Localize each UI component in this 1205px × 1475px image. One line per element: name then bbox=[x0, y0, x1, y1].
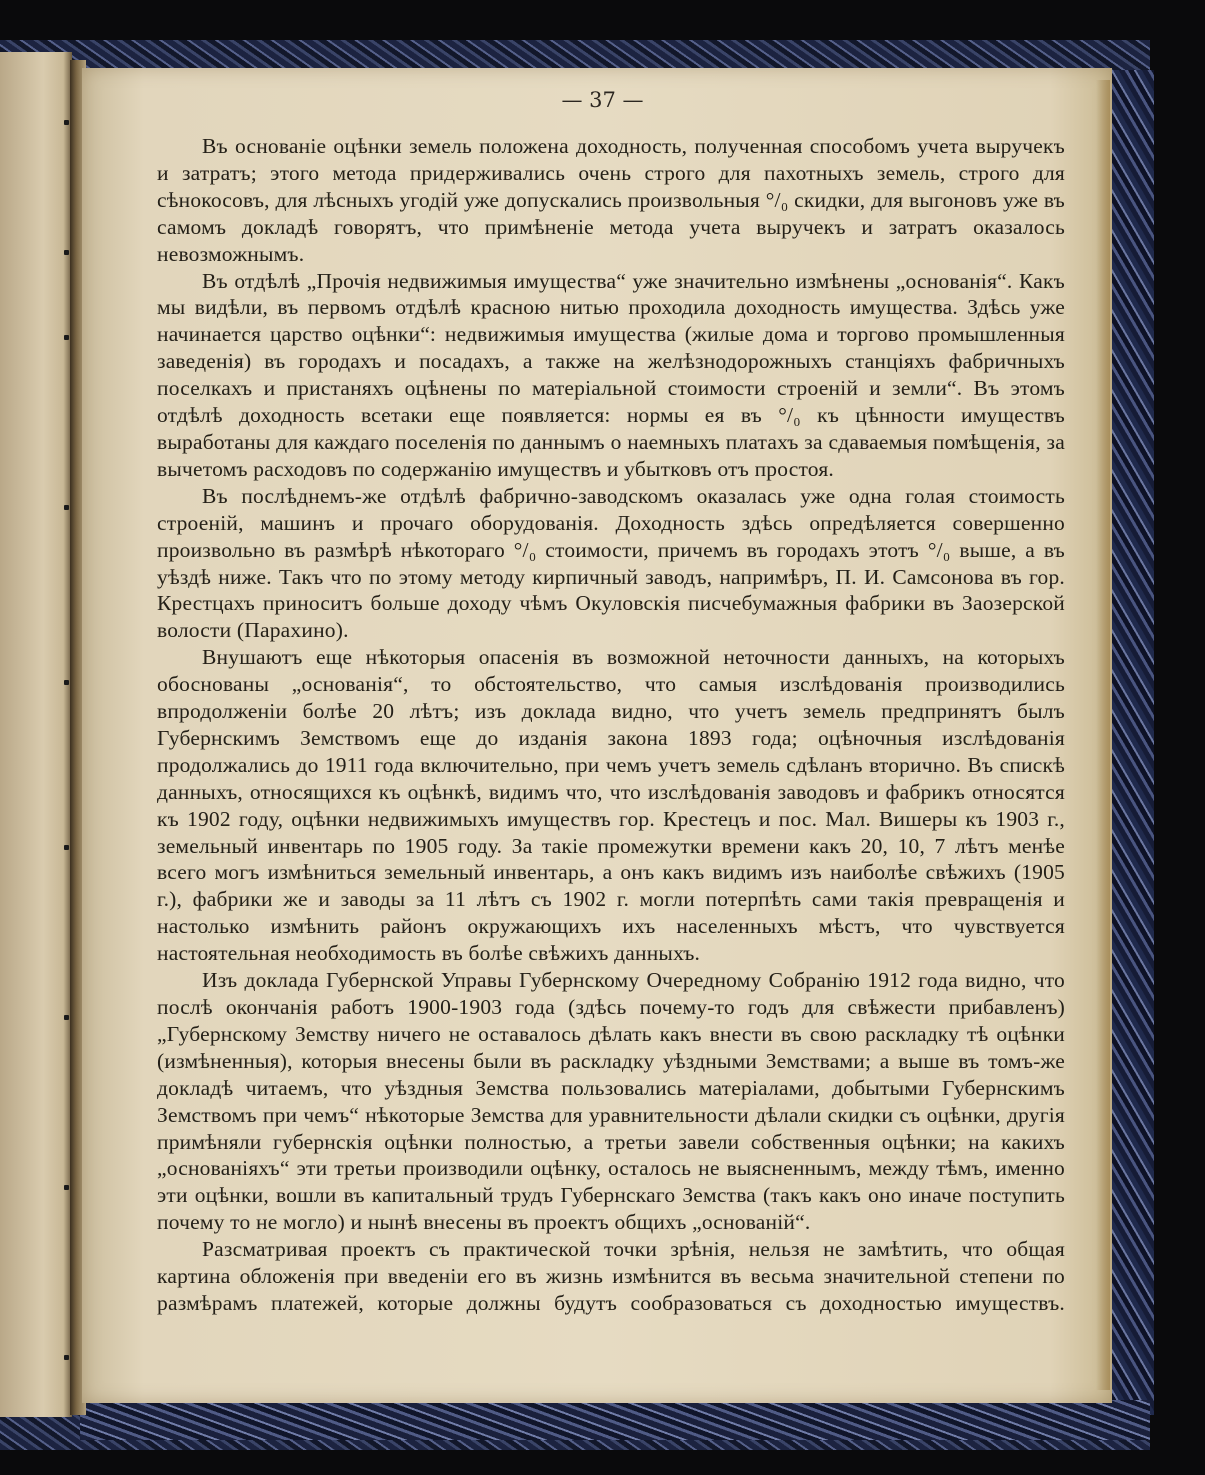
margin-mark bbox=[64, 250, 69, 255]
book-cover-edge-right bbox=[1108, 70, 1154, 1415]
page-number bbox=[0, 88, 1205, 112]
margin-mark bbox=[64, 1355, 69, 1360]
margin-mark bbox=[64, 845, 69, 850]
paragraph: Въ послѣднемъ-же отдѣлѣ фабрично-заводскомъ оказалась уже одна голая стоимость строеній, машинъ и прочаго оборудованія. Доходность здѣсь опредѣляется совершенно произвольно въ размѣрѣ нѣкотораго °/₀ стоимости, причемъ въ городахъ этотъ °/₀ выше, а въ уѣздѣ ниже. Такъ что по этому методу кирпичный заводъ, напримѣръ, П. И. Самсонова въ гор. Крестцахъ приноситъ больше доходу чѣмъ Окуловскія писчебумажныя фабрики въ Заозерской волости (Парахино). bbox=[157, 483, 1065, 643]
page-number-text: — 37 — bbox=[561, 88, 644, 112]
margin-mark bbox=[64, 120, 69, 125]
margin-mark bbox=[64, 1185, 69, 1190]
margin-mark bbox=[64, 505, 69, 510]
paragraph: Въ основаніе оцѣнки земель положена доходность, полученная способомъ учета выручекъ и затратъ; этого метода придерживались очень строго для пахотныхъ земель, строго для сѣнокосовъ, для лѣсныхъ угодій уже допускались произвольныя °/₀ скидки, для выгоновъ уже въ самомъ докладѣ говорятъ, что примѣненіе метода учета выручекъ и затратъ оказалось невозможнымъ. bbox=[157, 134, 1065, 266]
margin-mark bbox=[64, 1015, 69, 1020]
margin-mark bbox=[64, 680, 69, 685]
page-edge-shade bbox=[1096, 80, 1110, 1390]
paragraph: Изъ доклада Губернской Управы Губернскому Очередному Собранію 1912 года видно, что послѣ окончанія работъ 1900-1903 года (здѣсь почему-то годъ для свѣжести прибавленъ) „Губернскому Земству ничего не оставалось дѣлать какъ внести въ свою раскладку тѣ оцѣнки (измѣненныя), которыя внесены были въ раскладку уѣздными Земствами; а выше въ томъ-же докладѣ читаемъ, что уѣздныя Земства пользовались матеріалами, добытыми Губернскимъ Земствомъ при чемъ“ нѣкоторые Земства для уравнительности дѣлали скидки съ оцѣнки, другія примѣняли губернскія оцѣнки полностью, а третьи завели собственныя оцѣнки; на какихъ „основаніяхъ“ эти третьи производили оцѣнку, осталось не выясненнымъ, между тѣмъ, именно эти оцѣнки, вошли въ капитальный трудъ Губернскаго Земства (такъ какъ оно иначе поступить почему то не могло) и нынѣ внесены въ проектъ общихъ „основаній“. bbox=[157, 968, 1065, 1235]
paragraph: Разсматривая проектъ съ практической точки зрѣнія, нельзя не замѣтить, что общая картина обложенія при введеніи его въ жизнь измѣнится въ весьма значительной степени по размѣрамъ платежей, которые должны будутъ сообразоваться съ доходностью имуществъ. bbox=[157, 1237, 1065, 1315]
margin-mark bbox=[64, 335, 69, 340]
page-body bbox=[157, 133, 1065, 1317]
book-cover-edge-bottom bbox=[80, 1400, 1150, 1440]
paragraph: Въ отдѣлѣ „Прочія недвижимыя имущества“ уже значительно измѣнены „основанія“. Какъ мы видѣли, въ первомъ отдѣлѣ красною нитью проходила доходность имущества. Здѣсь уже начинается царство оцѣнки“: недвижимыя имущества (жилые дома и торгово промышленныя заведенія) въ городахъ и посадахъ, а также на желѣзнодорожныхъ станціяхъ фабричныхъ поселкахъ и пристаняхъ оцѣнены по матеріальной стоимости строеній и земли“. Въ этомъ отдѣлѣ доходность всетаки еще появляется: нормы ея въ °/₀ къ цѣнности имуществъ выработаны для каждаго поселенія по даннымъ о наемныхъ платахъ за сдаваемыя помѣщенія, за вычетомъ расходовъ по содержанію имуществъ и убытковъ отъ простоя. bbox=[157, 268, 1065, 481]
paragraph: Внушаютъ еще нѣкоторыя опасенія въ возможной неточности данныхъ, на которыхъ обоснованы „основанія“, то обстоятельство, что самыя изслѣдованія производились впродолженіи болѣе 20 лѣтъ; изъ доклада видно, что учетъ земель предпринятъ былъ Губернскимъ Земствомъ еще до изданія закона 1893 года; оцѣночныя изслѣдованія продолжались до 1911 года включительно, при чемъ учетъ земель сдѣланъ вторично. Въ спискѣ данныхъ, относящихся къ оцѣнкѣ, видимъ что, что изслѣдованія заводовъ и фабрикъ относятся къ 1902 году, оцѣнки недвижимыхъ имуществъ гор. Крестецъ и пос. Мал. Вишеры къ 1903 г., земельный инвентарь по 1905 году. За такіе промежутки времени какъ 20, 10, 7 лѣтъ менѣе всего могъ измѣниться земельный инвентарь, а онъ какъ видимъ изъ наиболѣе свѣжихъ (1905 г.), фабрики же и заводы за 11 лѣтъ съ 1902 г. могли потерпѣть сами такія превращенія и настолько измѣнить районъ окружающихъ ихъ населенныхъ мѣстъ, что чувствуется настоятельная необходимость въ болѣе свѣжихъ данныхъ. bbox=[157, 645, 1065, 966]
left-page-edge bbox=[0, 52, 72, 1417]
